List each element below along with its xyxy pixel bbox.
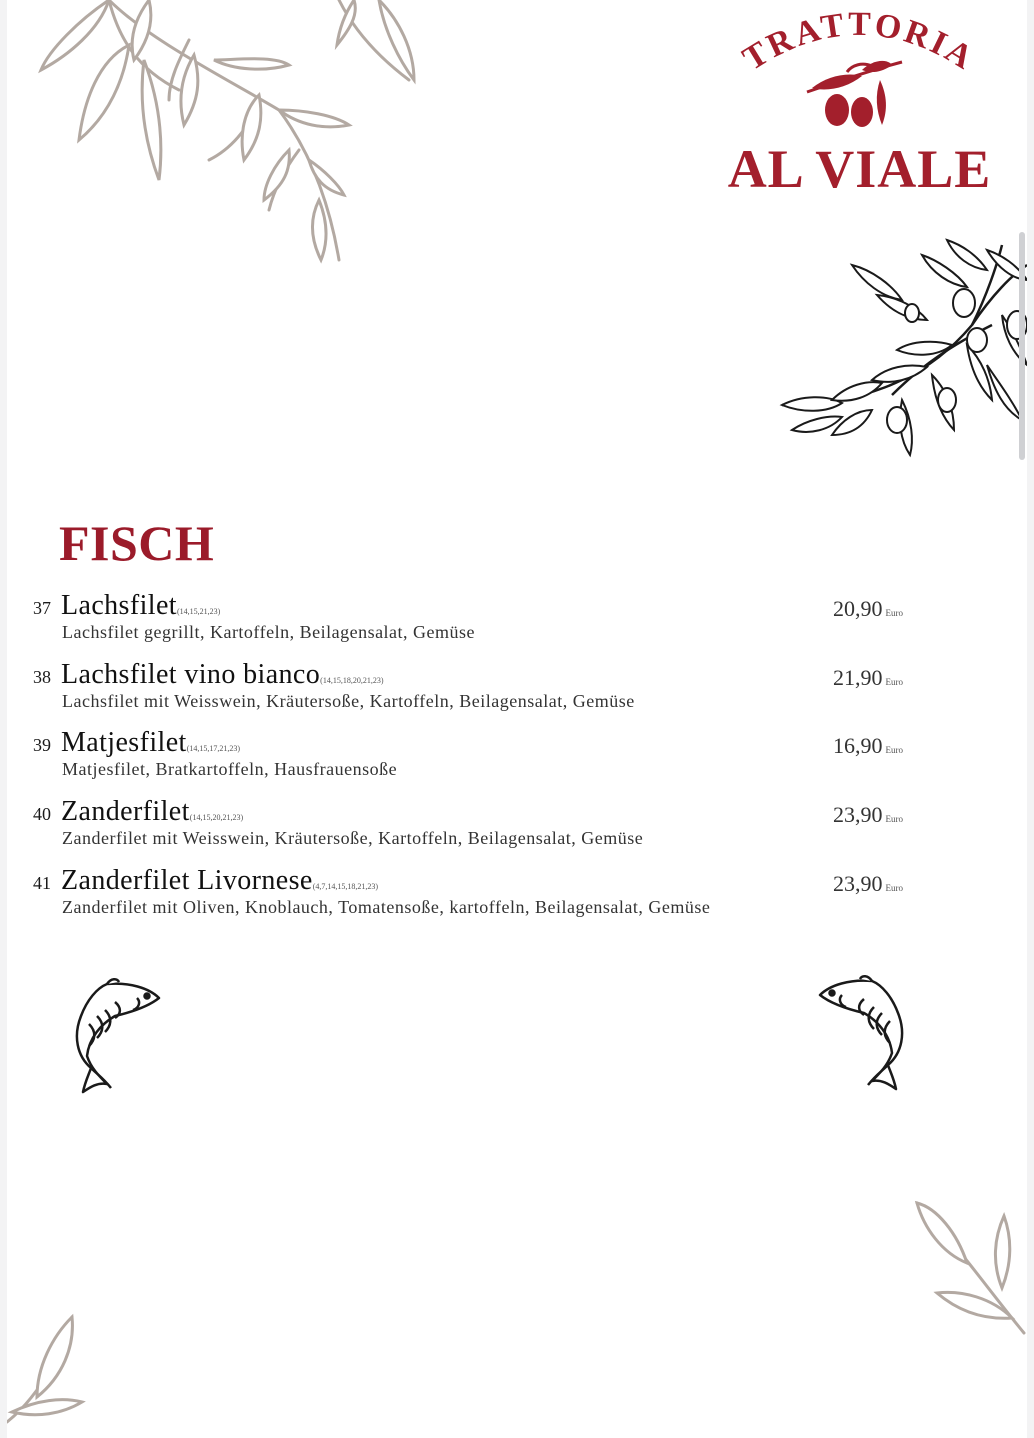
leaf-branch-icon — [29, 0, 429, 270]
menu-item — [7, 590, 1027, 650]
item-name — [61, 590, 220, 622]
scrollbar[interactable] — [1019, 232, 1025, 460]
item-description: Lachsfilet mit Weisswein, Kräutersoße, Kartoffeln, Beilagensalat, Gemüse — [62, 691, 635, 711]
leaf-branch-icon — [7, 1312, 97, 1427]
olive-branch-icon — [772, 235, 1027, 465]
item-number: 38 — [33, 667, 51, 687]
item-currency: Euro — [885, 677, 903, 687]
item-price-value: 23,90 — [833, 802, 883, 827]
item-currency: Euro — [885, 745, 903, 755]
item-description: Zanderfilet mit Weisswein, Kräutersoße, Kartoffeln, Beilagensalat, Gemüse — [62, 828, 644, 848]
item-name — [61, 865, 378, 897]
menu-item — [7, 796, 1027, 856]
menu-page — [7, 0, 1027, 1438]
item-name-text: Lachsfilet vino bianco — [61, 659, 321, 690]
item-name — [61, 727, 240, 759]
item-currency: Euro — [885, 814, 903, 824]
leaf-branch-icon — [912, 1198, 1027, 1338]
fish-icon — [67, 976, 167, 1094]
item-price-value: 20,90 — [833, 596, 883, 621]
item-price — [833, 802, 903, 828]
item-number: 40 — [33, 804, 51, 824]
menu-item — [7, 659, 1027, 719]
item-description: Matjesfilet, Bratkartoffeln, Hausfrauensoße — [62, 759, 398, 779]
item-price-value: 21,90 — [833, 665, 883, 690]
item-currency: Euro — [885, 608, 903, 618]
section-title: FISCH — [59, 515, 215, 571]
item-name — [61, 796, 243, 828]
fish-icon — [812, 973, 912, 1091]
item-name-text: Matjesfilet — [61, 727, 187, 758]
menu-item — [7, 865, 1027, 925]
item-allergens: (14,15,18,20,21,23) — [320, 676, 384, 685]
item-price — [833, 733, 903, 759]
item-description: Lachsfilet gegrillt, Kartoffeln, Beilagensalat, Gemüse — [62, 622, 476, 642]
item-price-value: 23,90 — [833, 871, 883, 896]
olive-logo-icon — [807, 61, 902, 127]
restaurant-logo — [712, 10, 1007, 200]
item-price-value: 16,90 — [833, 733, 883, 758]
item-price — [833, 871, 903, 897]
item-number: 41 — [33, 873, 51, 893]
logo-main-text: AL VIALE — [727, 139, 992, 199]
item-number: 39 — [33, 735, 51, 755]
item-price — [833, 596, 903, 622]
item-currency: Euro — [885, 883, 903, 893]
logo-arc-text — [712, 10, 1007, 140]
item-name-text: Zanderfilet Livornese — [61, 865, 313, 896]
item-name-text: Lachsfilet — [61, 590, 177, 621]
item-allergens: (4,7,14,15,18,21,23) — [312, 882, 379, 891]
item-price — [833, 665, 903, 691]
item-allergens: (14,15,17,21,23) — [186, 744, 241, 753]
menu-item — [7, 727, 1027, 787]
item-allergens: (14,15,21,23) — [176, 607, 221, 616]
item-description: Zanderfilet mit Oliven, Knoblauch, Tomatensoße, kartoffeln, Beilagensalat, Gemüse — [62, 897, 711, 917]
item-name-text: Zanderfilet — [61, 796, 190, 827]
svg-text:TRATTORIA: TRATTORIA — [736, 10, 982, 79]
item-name — [61, 659, 384, 691]
item-allergens: (14,15,20,21,23) — [189, 813, 244, 822]
item-number: 37 — [33, 598, 51, 618]
